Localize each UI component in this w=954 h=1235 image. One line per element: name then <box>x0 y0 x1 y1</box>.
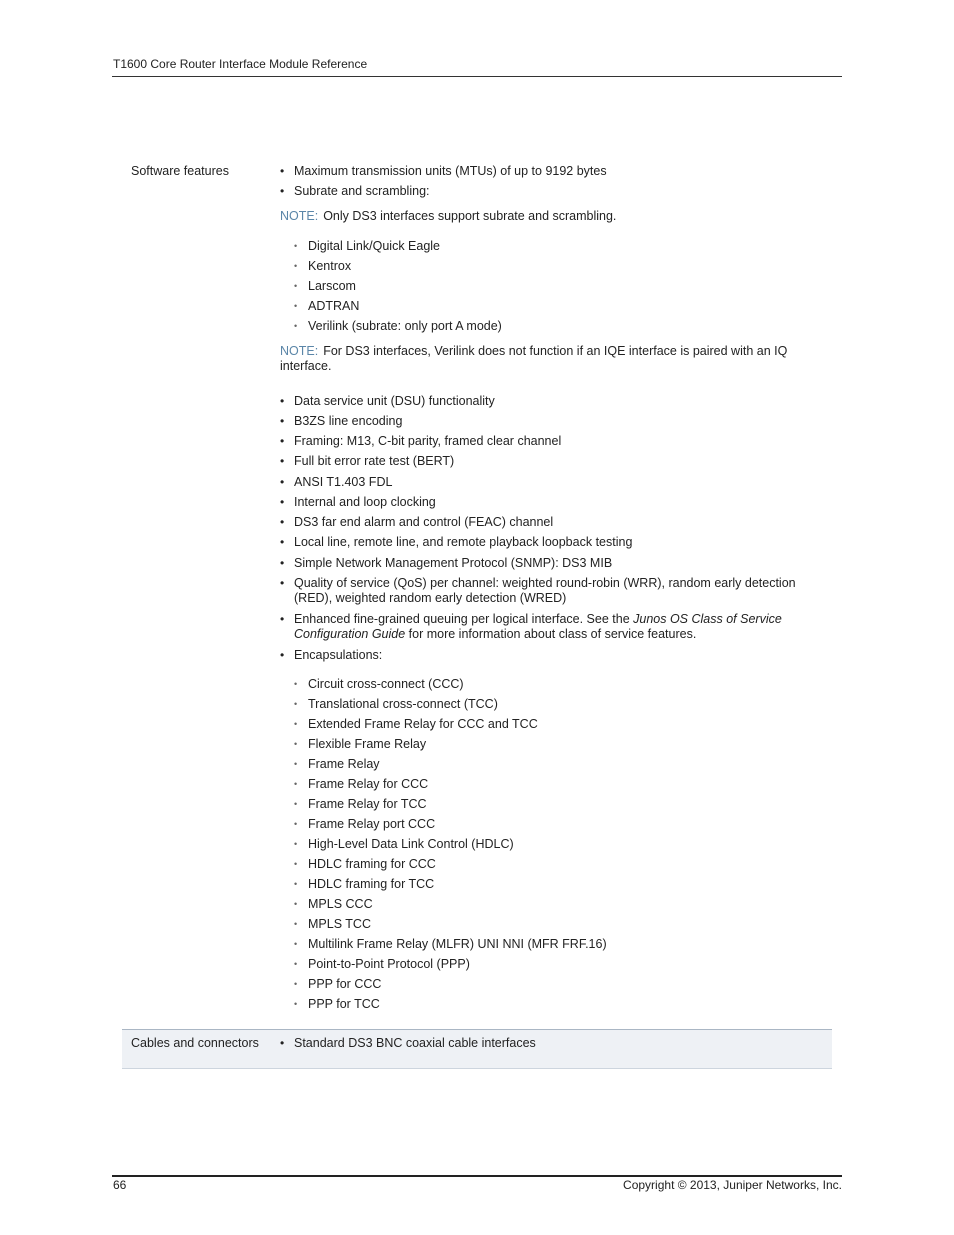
bullet-icon: • <box>294 241 298 251</box>
bullet-icon: • <box>294 999 298 1009</box>
bullet-icon: • <box>294 301 298 311</box>
bullet-icon: • <box>280 576 285 590</box>
bullet-icon: • <box>280 394 285 408</box>
bullet-icon: • <box>294 839 298 849</box>
bullet-icon: • <box>280 535 285 549</box>
bullet-icon: • <box>280 434 285 448</box>
bullet-icon: • <box>294 899 298 909</box>
software-features-label: Software features <box>131 164 229 178</box>
guide-reference: Junos OS Class of Service Configuration Guide <box>294 612 782 641</box>
bullet-icon: • <box>294 799 298 809</box>
bullet-icon: • <box>294 759 298 769</box>
note-verilink: NOTE: For DS3 interfaces, Verilink does not function if an IQE interface is paired with an IQ interface. <box>280 344 788 373</box>
bullet-icon: • <box>280 184 285 198</box>
page-number: 66 <box>113 1178 127 1192</box>
cables-connectors-label: Cables and connectors <box>131 1036 259 1050</box>
bullet-icon: • <box>294 261 298 271</box>
bullet-icon: • <box>280 556 285 570</box>
bullet-icon: • <box>280 454 285 468</box>
bullet-icon: • <box>280 475 285 489</box>
bullet-icon: • <box>280 414 285 428</box>
bullet-icon: • <box>294 321 298 331</box>
copyright-notice: Copyright © 2013, Juniper Networks, Inc. <box>623 1178 842 1192</box>
bullet-icon: • <box>294 879 298 889</box>
bullet-icon: • <box>280 612 285 626</box>
bullet-icon: • <box>294 919 298 929</box>
running-header-title: T1600 Core Router Interface Module Reference <box>113 57 368 71</box>
bullet-icon: • <box>280 1036 285 1050</box>
bullet-icon: • <box>294 679 298 689</box>
bullet-icon: • <box>294 819 298 829</box>
bullet-icon: • <box>294 719 298 729</box>
bullet-icon: • <box>294 779 298 789</box>
bullet-icon: • <box>280 495 285 509</box>
bullet-icon: • <box>294 739 298 749</box>
bullet-icon: • <box>294 979 298 989</box>
bullet-icon: • <box>294 699 298 709</box>
footer-divider <box>112 1175 842 1177</box>
bullet-icon: • <box>280 515 285 529</box>
bullet-icon: • <box>280 164 285 178</box>
bullet-icon: • <box>294 281 298 291</box>
bullet-icon: • <box>294 959 298 969</box>
bullet-icon: • <box>294 939 298 949</box>
note-subrate: NOTE: Only DS3 interfaces support subrate and scrambling. <box>280 209 617 223</box>
bullet-icon: • <box>294 859 298 869</box>
bullet-icon: • <box>280 648 285 662</box>
header-divider <box>112 76 842 77</box>
